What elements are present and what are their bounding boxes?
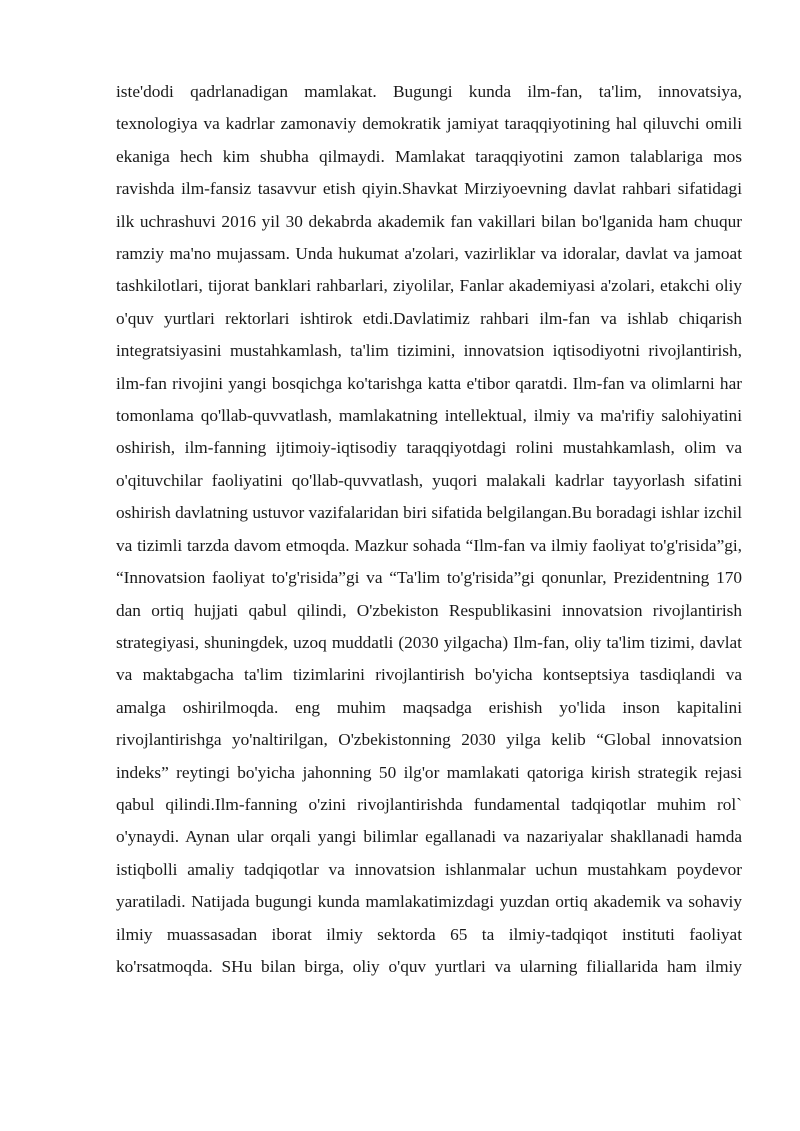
body-paragraph: iste'dodi qadrlanadigan mamlakat. Bugungi kunda ilm-fan, ta'lim, innovatsiya, texnologiya va kadrlar zamonaviy demokratik jamiyat taraqqiyotining hal qiluvchi omili ekaniga hech kim shubha qilmaydi. Mamlakat taraqqiyotini zamon talablariga mos ravishda ilm-fansiz tasavvur etish qiyin.Shavkat Mirziyoevning davlat rahbari sifatidagi ilk uchrashuvi 2016 yil 30 dekabrda akademik fan vakillari bilan bo'lganida ham chuqur ramziy ma'no mujassam. Unda hukumat a'zolari, vazirliklar va idoralar, davlat va jamoat tashkilotlari, tijorat banklari rahbarlari, ziyolilar, Fanlar akademiyasi a'zolari, etakchi oliy o'quv yurtlari rektorlari ishtirok etdi.Davlatimiz rahbari ilm-fan va ishlab chiqarish integratsiyasini mustahkamlash, ta'lim tizimini, innovatsion iqtisodiyotni rivojlantirish, ilm-fan rivojini yangi bosqichga ko'tarishga katta e'tibor qaratdi. Ilm-fan va olimlarni har tomonlama qo'llab-quvvatlash, mamlakatning intellektual, ilmiy va ma'rifiy salohiyatini oshirish, ilm-fanning ijtimoiy-iqtisodiy taraqqiyotdagi rolini mustahkamlash, olim va o'qituvchilar faoliyatini qo'llab-quvvatlash, yuqori malakali kadrlar tayyorlash sifatini oshirish davlatning ustuvor vazifalaridan biri sifatida belgilangan.Bu boradagi ishlar izchil va tizimli tarzda davom etmoqda. Mazkur sohada “Ilm-fan va ilmiy faoliyat to'g'risida”gi, “Innovatsion faoliyat to'g'risida”gi va “Ta'lim to'g'risida”gi qonunlar, Prezidentning 170 dan ortiq hujjati qabul qilindi, O'zbekiston Respublikasini innovatsion rivojlantirish strategiyasi, shuningdek, uzoq muddatli (2030 yilgacha) Ilm-fan, oliy ta'lim tizimi, davlat va maktabgacha ta'lim tizimlarini rivojlantirish bo'yicha kontseptsiya tasdiqlandi va amalga oshirilmoqda. eng muhim maqsadga erishish yo'lida inson kapitalini rivojlantirishga yo'naltirilgan, O'zbekistonning 2030 yilga kelib “Global innovatsion indeks” reytingi bo'yicha jahonning 50 ilg'or mamlakati qatoriga kirish strategik rejasi qabul qilindi.Ilm-fanning o'zini rivojlantirishda fundamental tadqiqotlar muhim rol` o'ynaydi. Aynan ular orqali yangi bilimlar egallanadi va nazariyalar shakllanadi hamda istiqbolli amaliy tadqiqotlar va innovatsion ishlanmalar uchun mustahkam poydevor yaratiladi. Natijada bugungi kunda mamlakatimizdagi yuzdan ortiq akademik va sohaviy ilmiy muassasadan iborat ilmiy sektorda 65 ta ilmiy-tadqiqot instituti faoliyat ko'rsatmoqda. SHu bilan birga, oliy o'quv yurtlari va ularning filiallarida ham ilmiy	[116, 82, 742, 976]
